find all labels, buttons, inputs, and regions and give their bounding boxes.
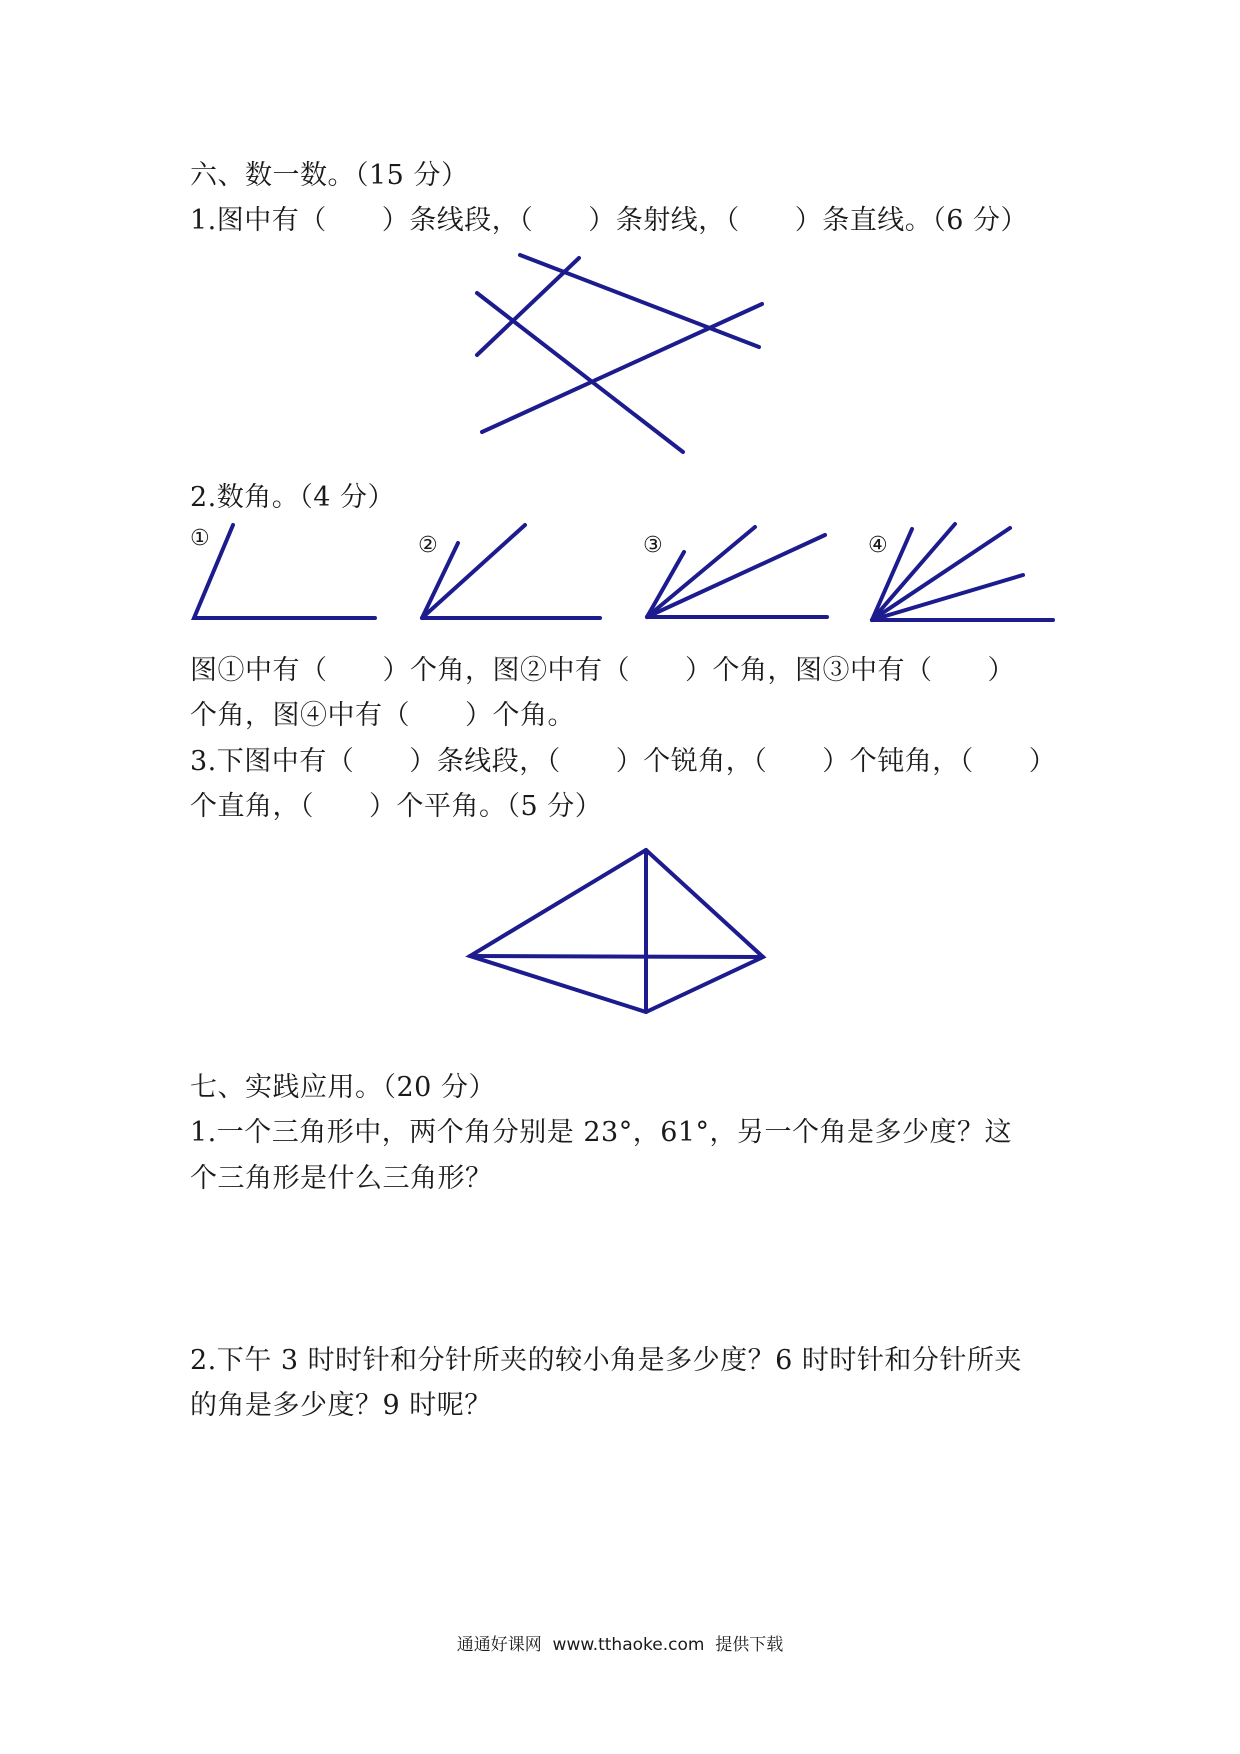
question-6-2-text-line-1: 图①中有（ ）个角，图②中有（ ）个角，图③中有（ ） bbox=[190, 655, 1015, 686]
figure-label-2: ② bbox=[418, 533, 438, 558]
angle-1-rays bbox=[194, 525, 375, 618]
angle-figure-4 bbox=[865, 520, 1065, 630]
angle-figure-1 bbox=[190, 520, 380, 630]
ray-2 bbox=[477, 293, 683, 452]
figure-label-3: ③ bbox=[643, 533, 663, 558]
angle-2-ray-a bbox=[422, 543, 458, 618]
question-6-3-line-1: 3.下图中有（ ）条线段，（ ）个锐角，（ ）个钝角，（ ） bbox=[190, 746, 1057, 777]
figure-label-1: ① bbox=[190, 526, 210, 551]
angle-3-ray-c bbox=[647, 535, 825, 617]
question-6-3-line-2: 个直角，（ ）个平角。（5 分） bbox=[190, 791, 603, 822]
angle-2-ray-b bbox=[422, 525, 525, 618]
line-1 bbox=[482, 304, 762, 432]
angle-figure-3 bbox=[640, 520, 840, 630]
section-7-title: 七、实践应用。（20 分） bbox=[190, 1072, 496, 1103]
quadrilateral-outline bbox=[470, 850, 763, 1012]
question-6-1: 1.图中有（ ）条线段，（ ）条射线，（ ）条直线。（6 分） bbox=[190, 205, 1029, 236]
footer-source-text: 通通好课网 www.tthaoke.com 提供下载 bbox=[456, 1635, 784, 1655]
question-6-2-text-line-2: 个角，图④中有（ ）个角。 bbox=[190, 700, 575, 731]
angle-figure-2 bbox=[415, 520, 615, 630]
question-7-1-line-1: 1.一个三角形中，两个角分别是 23°，61°，另一个角是多少度？这 bbox=[190, 1117, 1013, 1148]
quadrilateral-figure bbox=[460, 840, 780, 1040]
segment-1 bbox=[520, 255, 759, 347]
angle-3-ray-b bbox=[647, 527, 755, 617]
question-7-2-line-1: 2.下午 3 时时针和分针所夹的较小角是多少度？6 时时针和分针所夹 bbox=[190, 1345, 1022, 1376]
horizontal-diagonal bbox=[470, 956, 763, 957]
figure-label-4: ④ bbox=[868, 533, 888, 558]
question-6-2-title: 2.数角。（4 分） bbox=[190, 482, 396, 513]
angle-4-ray-d bbox=[872, 575, 1023, 620]
question-7-2-line-2: 的角是多少度？9 时呢？ bbox=[190, 1390, 492, 1421]
section-6-title: 六、数一数。（15 分） bbox=[190, 160, 469, 191]
crossing-lines-figure bbox=[470, 250, 770, 460]
question-7-1-line-2: 个三角形是什么三角形？ bbox=[190, 1163, 493, 1194]
